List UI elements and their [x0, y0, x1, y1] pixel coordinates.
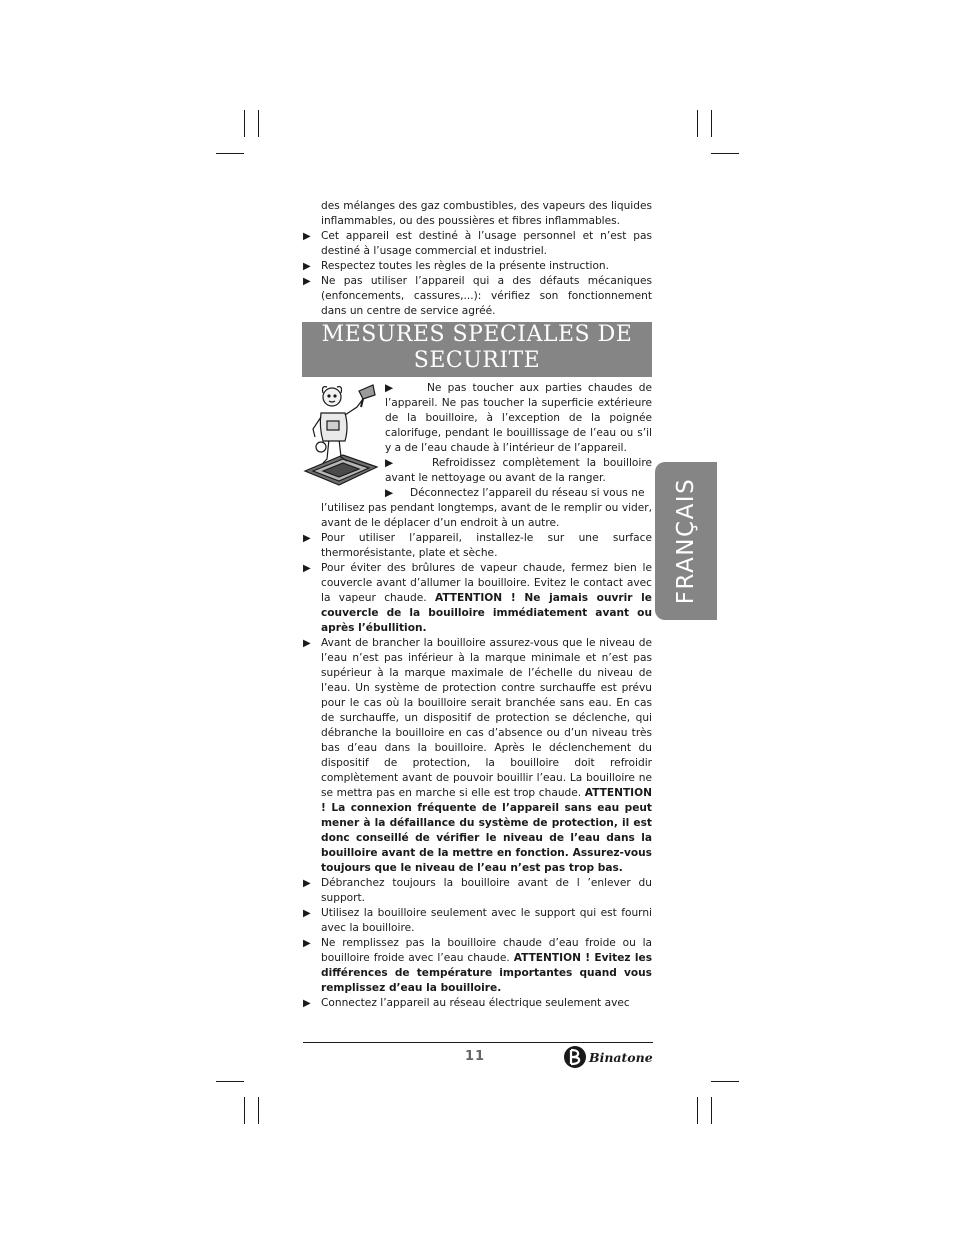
wrapped-bullet-continuation: l’utilisez pas pendant longtemps, avant de le remplir ou vider, avant de le déplacer d’un endroit à un autre.: [321, 502, 652, 529]
list-item: ▶ Utilisez la bouilloire seulement avec le support qui est fourni avec la bouilloire.: [303, 907, 652, 934]
triangle-right-icon: ▶: [303, 998, 311, 1009]
triangle-right-icon: ▶: [303, 563, 311, 574]
list-item: ▶ Débranchez toujours la bouilloire avant de l ’enlever du support.: [303, 877, 652, 904]
continuation-text: des mélanges des gaz combustibles, des vapeurs des liquides inflammables, ou des poussières et fibres inflammables.: [321, 200, 652, 227]
triangle-right-icon: ▶: [303, 261, 311, 272]
list-item: ▶ Refroidissez complètement la bouilloire avant le nettoyage ou avant de la ranger.: [385, 457, 652, 484]
brand-logo-icon: [563, 1045, 587, 1069]
triangle-right-icon: ▶: [385, 382, 396, 394]
triangle-right-icon: ▶: [303, 533, 311, 544]
triangle-right-icon: ▶: [303, 231, 311, 242]
list-item: ▶ Cet appareil est destiné à l’usage personnel et n’est pas destiné à l’usage commercial et industriel.: [303, 230, 652, 257]
list-item: ▶ Pour éviter des brûlures de vapeur chaude, fermez bien le couvercle avant d’allumer la bouilloire. Evitez le contact avec la vapeur chaude. ATTENTION ! Ne jamais ouvrir le couvercle de la bouilloire immédiatement avant ou après l’ébullition.: [303, 562, 652, 634]
bullet-list-top: [303, 229, 652, 319]
footer-divider: [303, 1042, 653, 1043]
figure-block: [303, 381, 652, 501]
list-item: ▶ Avant de brancher la bouilloire assurez-vous que le niveau de l’eau n’est pas inférieur à la marque minimale et n’est pas supérieur à la marque maximale de l’échelle du niveau de l’eau. Un système de protection contre surchauffe est prévu pour le cas où la bouilloire serait branchée sans eau. En cas de surchauffe, un dispositif de protection se déclenche, qui débranche la bouilloire en cas d’absence ou d’un niveau très bas d’eau dans la bouilloire. Après le déclenchement du dispositif de protection, la bouilloire doit refroidir complètement avant de pouvoir bouillir l’eau. La bouilloire ne se mettra pas en marche si elle est trop chaude. ATTENTION ! La connexion fréquente de l’appareil sans eau peut mener à la défaillance du système de protection, il est donc conseillé de vérifier le niveau de l’eau dans la bouilloire avant de la mettre en fonction. Assurez-vous toujours que le niveau de l’eau n’est pas trop bas.: [303, 637, 652, 874]
list-item: ▶ Ne remplissez pas la bouilloire chaude d’eau froide ou la bouilloire froide avec l’eau chaude. ATTENTION ! Evitez les différences de température importantes quand vous remplissez d’eau la bouilloire.: [303, 937, 652, 994]
triangle-right-icon: ▶: [303, 276, 311, 287]
figure-text: [385, 381, 652, 501]
triangle-right-icon: ▶: [303, 638, 311, 649]
brand-name: Binatone: [589, 1049, 653, 1065]
list-item: ▶ Respectez toutes les règles de la présente instruction.: [303, 260, 610, 272]
list-item: ▶ Pour utiliser l’appareil, installez-le sur une surface thermorésistante, plate et sèche.: [303, 532, 652, 559]
triangle-right-icon: ▶: [385, 457, 397, 469]
list-item: ▶ Ne pas utiliser l’appareil qui a des défauts mécaniques (enfoncements, cassures,...): vérifiez son fonctionnement dans un centre de service agréé.: [303, 275, 652, 317]
triangle-right-icon: ▶: [303, 908, 311, 919]
page-number: 11: [464, 1049, 486, 1064]
triangle-right-icon: ▶: [385, 487, 394, 499]
triangle-right-icon: ▶: [303, 938, 311, 949]
list-item: ▶ Déconnectez l’appareil du réseau si vous ne: [385, 487, 645, 499]
bullet-list-main: [303, 531, 652, 1011]
language-tab-label: FRANÇAIS: [673, 477, 699, 605]
brand-logo: [563, 1045, 653, 1069]
triangle-right-icon: ▶: [303, 878, 311, 889]
page-content: [303, 199, 652, 1011]
list-item: ▶ Ne pas toucher aux parties chaudes de l’appareil. Ne pas toucher la superficie extérieure de la bouilloire, à l’exception de la poignée calorifuge, pendant le bouillissage de l’eau ou s’il y a de l’eau chaude à l’intérieur de l’appareil.: [385, 382, 653, 454]
safety-illustration: [303, 381, 379, 489]
list-item: ▶ Connectez l’appareil au réseau électrique seulement avec: [303, 997, 630, 1009]
section-title: MESURES SPECIALES DE SECURITE: [302, 322, 652, 377]
language-tab: [655, 462, 717, 620]
